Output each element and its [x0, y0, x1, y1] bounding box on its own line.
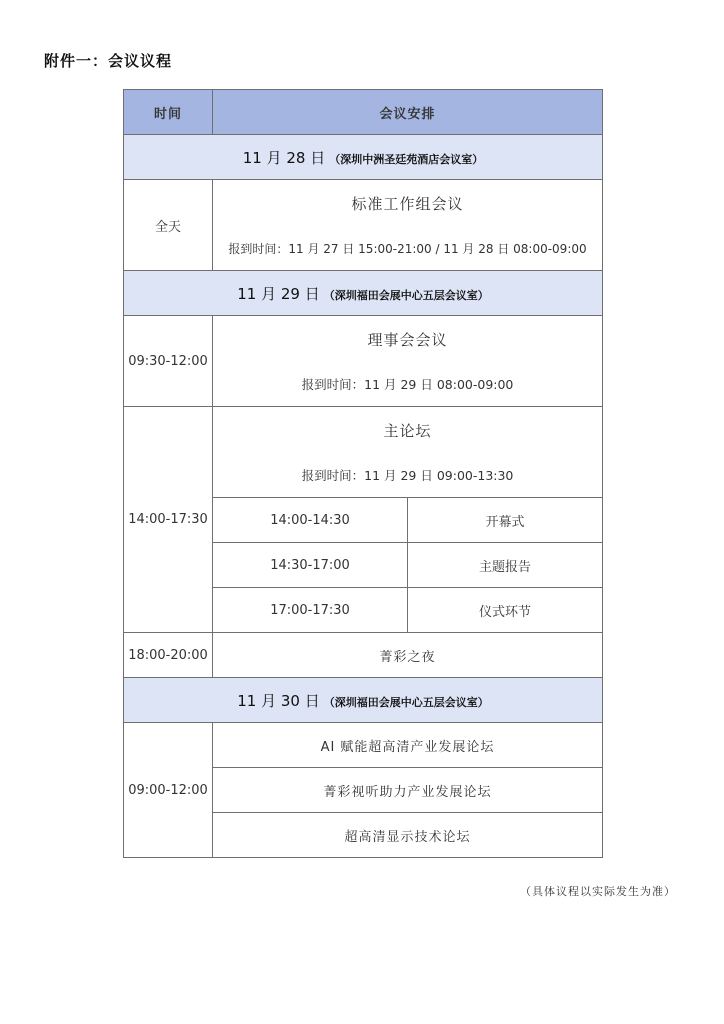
sub-item-time: 14:00-14:30: [213, 498, 408, 543]
forum-row: [124, 723, 603, 768]
session-title: 标准工作组会议: [351, 195, 464, 213]
session-time: 14:00-17:30: [124, 407, 213, 633]
session-time: 09:00-12:00: [124, 723, 213, 858]
session-row: [124, 633, 603, 678]
sub-item-name: 开幕式: [408, 498, 603, 543]
sub-item-name: 仪式环节: [408, 588, 603, 633]
day-venue: （深圳福田会展中心五层会议室）: [323, 695, 489, 709]
session-time: 18:00-20:00: [124, 633, 213, 678]
session-title: 主论坛: [383, 421, 432, 440]
day-venue: （深圳中洲圣廷苑酒店会议室）: [329, 152, 484, 166]
sub-item-time: 17:00-17:30: [213, 588, 408, 633]
session-registration: 报到时间：11 月 27 日 15:00-21:00 / 11 月 28 日 08:00-09:00: [228, 242, 587, 256]
session-time: 09:30-12:00: [124, 316, 213, 407]
day-row: [124, 135, 603, 180]
day-date: 11 月 29 日: [237, 284, 320, 303]
session-time: 全天: [124, 180, 213, 271]
header-schedule: 会议安排: [213, 90, 603, 135]
session-title: 菁彩之夜: [213, 633, 603, 678]
sub-item-time: 14:30-17:00: [213, 543, 408, 588]
session-registration: 报到时间：11 月 29 日 09:00-13:30: [301, 468, 514, 484]
session-title: 理事会会议: [367, 330, 448, 349]
forum-title: AI 赋能超高清产业发展论坛: [213, 723, 603, 768]
footnote: （具体议程以实际发生为准）: [520, 885, 676, 898]
day-date: 11 月 28 日: [242, 148, 326, 167]
day-date: 11 月 30 日: [237, 691, 320, 710]
table-header-row: [124, 90, 603, 135]
forum-title: 菁彩视听助力产业发展论坛: [213, 768, 603, 813]
session-row: [124, 407, 603, 498]
header-time: 时间: [124, 90, 213, 135]
day-row: [124, 678, 603, 723]
session-registration: 报到时间：11 月 29 日 08:00-09:00: [301, 377, 514, 393]
day-row: [124, 271, 603, 316]
day-venue: （深圳福田会展中心五层会议室）: [323, 288, 489, 302]
session-row: [124, 180, 603, 271]
sub-item-name: 主题报告: [408, 543, 603, 588]
forum-title: 超高清显示技术论坛: [213, 813, 603, 858]
agenda-table: [123, 89, 603, 858]
page-title: 附件一：会议议程: [44, 52, 173, 70]
session-row: [124, 316, 603, 407]
